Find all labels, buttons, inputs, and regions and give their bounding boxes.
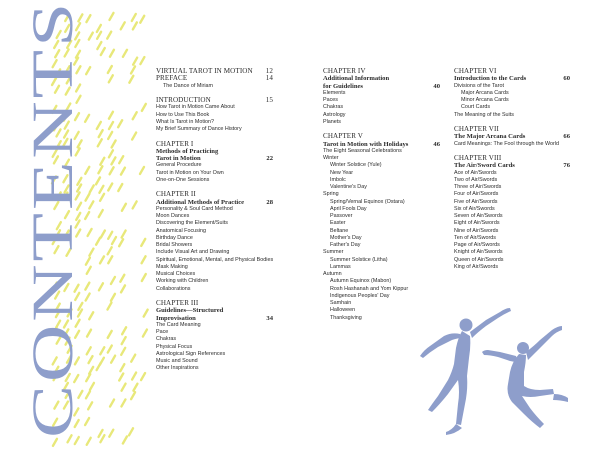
toc-chapter-title [323, 75, 440, 82]
toc-entry [323, 148, 440, 155]
toc-entry-text: Autumn [323, 271, 342, 277]
toc-entry-text: Astrological Sign References [156, 350, 226, 357]
toc-entry [156, 344, 273, 351]
toc-entry-text: Birthday Dance [156, 234, 193, 241]
toc-entry [454, 257, 570, 264]
toc-entry [323, 119, 440, 126]
toc-entry-text: Summer Solstice (Litha) [330, 256, 388, 263]
toc-entry-text: Knight of Air/Swords [454, 249, 503, 256]
toc-entry [323, 112, 440, 119]
toc-entry-text: Moon Dances [156, 213, 190, 219]
toc-page-number: 76 [563, 162, 570, 170]
toc-spacer [156, 133, 273, 140]
toc-entry-text: Tarot in Motion on Your Own [156, 169, 224, 176]
toc-entry-text: CHAPTER V [323, 133, 363, 141]
toc-entry-text: Imbolc [330, 176, 346, 183]
toc-entry-text: Indigenous Peoples' Day [330, 292, 390, 299]
toc-entry [323, 199, 440, 206]
toc-spacer [454, 148, 570, 155]
toc-chapter-title [454, 75, 570, 82]
toc-heading [156, 97, 273, 104]
toc-entry-text: VIRTUAL TAROT IN MOTION [156, 68, 253, 75]
toc-heading [156, 300, 273, 307]
toc-entry [323, 191, 440, 198]
toc-entry [454, 213, 570, 220]
toc-entry [156, 365, 273, 372]
toc-entry [454, 184, 570, 191]
toc-entry-text: Spring [323, 191, 339, 198]
toc-spacer [323, 126, 440, 133]
toc-entry-text: Improvisation [156, 314, 196, 322]
toc-entry-text: Mother's Day [330, 234, 362, 241]
toc-entry [454, 235, 570, 242]
toc-entry [323, 213, 440, 220]
toc-entry [454, 141, 570, 148]
toc-entry [454, 170, 570, 177]
toc-entry-text: Additional Methods of Practice [156, 198, 245, 206]
toc-entry-text: Six of Air/Swords [454, 205, 495, 212]
toc-entry-text: The Major Arcana Cards [454, 133, 526, 141]
toc-page-number: 60 [563, 75, 570, 83]
toc-entry [323, 293, 440, 300]
toc-entry [323, 307, 440, 314]
toc-entry-text: Spiritual, Emotional, Mental, and Physical Bodies [156, 256, 273, 263]
toc-entry [323, 242, 440, 249]
toc-entry-text: Valentine's Day [330, 184, 367, 190]
toc-entry-text: Astrology [323, 111, 346, 118]
toc-entry-text: Nine of Air/Swords [454, 227, 499, 234]
toc-entry-text: Guidelines—Structured [156, 307, 224, 315]
toc-entry [156, 83, 273, 90]
toc-entry-text: Minor Arcana Cards [461, 97, 509, 103]
toc-entry-text: Four of Air/Swords [454, 191, 499, 198]
toc-entry-text: April Fools Day [330, 205, 367, 212]
toc-entry-text: CHAPTER VII [454, 126, 499, 133]
toc-entry [156, 206, 273, 213]
toc-entry [454, 177, 570, 184]
toc-entry-text: Rosh Hashanah and Yom Kippur [330, 285, 409, 292]
toc-entry-text: Anatomical Focusing [156, 227, 207, 234]
toc-page-number: 66 [563, 133, 570, 141]
toc-entry [156, 220, 273, 227]
toc-chapter-title [323, 83, 440, 90]
toc-entry-text: Three of Air/Swords [454, 184, 502, 190]
toc-entry [156, 322, 273, 329]
toc-entry [323, 220, 440, 227]
toc-entry [454, 90, 570, 97]
toc-entry-text: Introduction to the Cards [454, 75, 527, 83]
toc-entry [156, 286, 273, 293]
toc-entry [156, 228, 273, 235]
toc-entry [454, 199, 570, 206]
toc-chapter-title [156, 199, 273, 206]
toc-entry [454, 249, 570, 256]
toc-entry [454, 104, 570, 111]
toc-entry [323, 257, 440, 264]
toc-entry-text: Page of Air/Swords [454, 242, 500, 248]
contents-vertical-title: CONTENTS [20, 119, 85, 438]
toc-entry-text: Planets [323, 118, 341, 125]
toc-entry [323, 271, 440, 278]
toc-entry-text: The Meaning of the Suits [454, 111, 514, 118]
toc-entry-text: Musical Choices [156, 271, 196, 277]
toc-entry-text: Chakras [156, 336, 177, 343]
toc-heading [323, 68, 440, 75]
toc-entry [323, 249, 440, 256]
toc-entry-text: What Is Tarot in Motion? [156, 118, 215, 125]
toc-entry-text: Spring/Vernal Equinox (Ostara) [330, 198, 405, 205]
toc-entry [323, 90, 440, 97]
toc-entry [454, 220, 570, 227]
toc-chapter-title [454, 133, 570, 140]
toc-entry [156, 213, 273, 220]
toc-entry [156, 242, 273, 249]
toc-chapter-title [156, 307, 273, 314]
toc-entry [323, 278, 440, 285]
toc-entry-text: CHAPTER IV [323, 68, 366, 75]
toc-entry-text: Discovering the Element/Suits [156, 220, 228, 227]
toc-entry [156, 249, 273, 256]
toc-entry-text: Court Cards [461, 104, 491, 111]
toc-page-number: 12 [265, 68, 273, 75]
toc-entry-text: PREFACE [156, 75, 188, 83]
toc-entry [156, 119, 273, 126]
toc-entry [156, 126, 273, 133]
toc-chapter-title [156, 315, 273, 322]
toc-entry [156, 329, 273, 336]
toc-entry-text: Eight of Air/Swords [454, 220, 500, 227]
toc-entry-text: Major Arcana Cards [461, 89, 509, 96]
toc-entry [454, 191, 570, 198]
toc-spacer [156, 293, 273, 300]
toc-entry-text: Ten of Air/Swords [454, 234, 496, 241]
toc-entry-text: The Card Meaning [156, 321, 201, 328]
toc-entry-text: Tarot in Motion with Holidays [323, 140, 409, 148]
toc-entry [156, 336, 273, 343]
toc-entry-text: Beltane [330, 227, 349, 234]
toc-entry-text: CHAPTER VI [454, 68, 497, 75]
toc-chapter-title [156, 148, 273, 155]
toc-heading [156, 68, 273, 75]
toc-entry [156, 162, 273, 169]
toc-spacer [454, 119, 570, 126]
toc-entry-text: General Procedure [156, 162, 202, 169]
toc-entry-text: King of Air/Swords [454, 263, 499, 270]
toc-entry [454, 206, 570, 213]
toc-entry-text: for Guidelines [323, 82, 363, 90]
toc-entry-text: One-on-One Sessions [156, 176, 210, 183]
toc-entry [323, 264, 440, 271]
toc-spacer [156, 90, 273, 97]
toc-entry-text: CHAPTER I [156, 140, 194, 148]
toc-entry-text: Summer [323, 249, 344, 256]
toc-entry-text: Divisions of the Tarot [454, 82, 504, 89]
toc-entry-text: Card Meanings: The Fool through the World [454, 140, 559, 147]
toc-entry [454, 242, 570, 249]
toc-entry-text: Lammas [330, 263, 351, 270]
toc-entry-text: The Eight Seasonal Celebrations [323, 147, 402, 154]
toc-heading [323, 133, 440, 140]
toc-chapter-title [323, 141, 440, 148]
toc-entry-text: Physical Focus [156, 343, 193, 350]
toc-entry-text: How to Use This Book [156, 111, 210, 118]
toc-entry-text: Pace [156, 329, 169, 335]
toc-entry-text: Thanksgiving [330, 314, 362, 321]
toc-entry-text: Chakras [323, 104, 344, 111]
toc-entry-text: Collaborations [156, 285, 191, 292]
toc-entry-text: Ace of Air/Swords [454, 169, 497, 176]
toc-entry-text: Working with Children [156, 278, 209, 285]
toc-page-number: 40 [433, 82, 440, 90]
toc-entry-text: Father's Day [330, 242, 361, 248]
toc-entry-text: Seven of Air/Swords [454, 213, 503, 219]
toc-heading [156, 75, 273, 82]
toc-entry [156, 351, 273, 358]
toc-entry-text: Other Inspirations [156, 365, 199, 372]
toc-entry [156, 257, 273, 264]
toc-entry [156, 177, 273, 184]
toc-entry [454, 228, 570, 235]
toc-entry-text: Halloween [330, 307, 356, 314]
toc-entry [323, 170, 440, 177]
toc-entry [323, 177, 440, 184]
toc-entry [323, 184, 440, 191]
toc-entry [323, 155, 440, 162]
toc-entry [323, 206, 440, 213]
toc-entry-text: Elements [323, 89, 346, 96]
toc-page-number: 28 [266, 198, 273, 206]
toc-entry [156, 358, 273, 365]
toc-entry-text: Queen of Air/Swords [454, 256, 504, 263]
toc-entry-text: Paces [323, 97, 338, 103]
toc-entry-text: CHAPTER III [156, 300, 199, 307]
toc-column-2 [323, 68, 440, 322]
toc-entry [323, 104, 440, 111]
toc-entry-text: Passover [330, 213, 353, 219]
toc-entry [454, 264, 570, 271]
toc-heading [454, 155, 570, 162]
toc-entry-text: My Brief Summary of Dance History [156, 126, 242, 132]
toc-chapter-title [454, 162, 570, 169]
toc-column-3 [454, 68, 570, 271]
toc-heading [156, 191, 273, 198]
toc-entry [323, 286, 440, 293]
toc-entry [454, 83, 570, 90]
toc-entry-text: Tarot in Motion [156, 155, 201, 162]
toc-entry-text: Winter [323, 155, 339, 161]
toc-entry [156, 112, 273, 119]
toc-entry [323, 315, 440, 322]
toc-entry [323, 97, 440, 104]
toc-entry [156, 278, 273, 285]
toc-entry-text: Samhain [330, 300, 352, 306]
toc-entry-text: Winter Solstice (Yule) [330, 162, 382, 169]
toc-entry-text: CHAPTER II [156, 191, 196, 199]
toc-column-1 [156, 68, 273, 373]
toc-entry [323, 235, 440, 242]
toc-entry-text: The Dance of Miriam [163, 82, 214, 89]
toc-page-number: 15 [265, 97, 273, 104]
toc-entry [156, 104, 273, 111]
toc-entry [156, 271, 273, 278]
toc-heading [156, 141, 273, 148]
toc-chapter-title [156, 155, 273, 162]
toc-spacer [156, 184, 273, 191]
toc-entry [323, 162, 440, 169]
toc-entry [156, 235, 273, 242]
toc-entry-text: Mask Making [156, 263, 188, 270]
toc-entry-text: How Tarot in Motion Came About [156, 104, 235, 111]
toc-page-number: 22 [266, 155, 273, 162]
toc-entry-text: Include Visual Art and Drawing [156, 249, 230, 256]
toc-entry-text: CHAPTER VIII [454, 155, 502, 162]
toc-entry-text: Methods of Practicing [156, 147, 219, 155]
toc-entry [454, 97, 570, 104]
toc-page-number: 34 [266, 314, 273, 322]
toc-entry-text: New Year [330, 169, 354, 176]
toc-entry-text: Two of Air/Swords [454, 176, 498, 183]
toc-entry-text: Five of Air/Swords [454, 198, 498, 205]
toc-page-number: 14 [265, 75, 273, 83]
toc-entry [323, 228, 440, 235]
toc-entry-text: Autumn Equinox (Mabon) [330, 278, 392, 285]
toc-entry-text: INTRODUCTION [156, 97, 211, 104]
toc-entry-text: Easter [330, 220, 346, 227]
toc-entry-text: Personality & Soul Card Method [156, 205, 233, 212]
toc-page-number: 46 [433, 140, 440, 148]
toc-entry [323, 300, 440, 307]
toc-heading [454, 68, 570, 75]
toc-entry-text: The Air/Sword Cards [454, 162, 515, 170]
toc-entry-text: Music and Sound [156, 358, 198, 364]
toc-entry-text: Additional Information [323, 75, 390, 83]
toc-entry [156, 264, 273, 271]
toc-heading [454, 126, 570, 133]
toc-entry [454, 112, 570, 119]
toc-entry-text: Bridal Showers [156, 242, 193, 248]
toc-entry [156, 170, 273, 177]
